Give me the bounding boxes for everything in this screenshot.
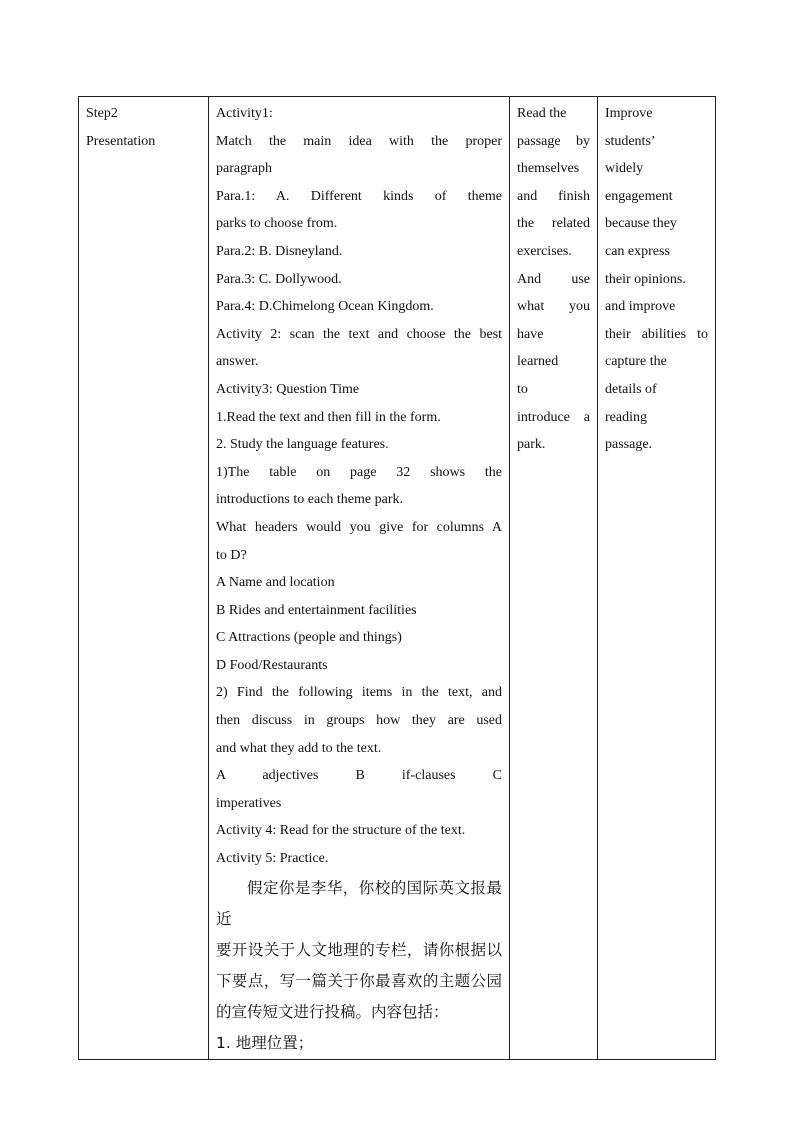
activity-line: A Name and location [216,575,335,591]
activity-line: Match the main idea with the proper [216,133,502,149]
activity-line: Para.2: B. Disneyland. [216,243,343,259]
activity-line: B Rides and entertainment facilities [216,602,417,618]
chinese-line: 要开设关于人文地理的专栏，请你根据以 [216,940,502,959]
teacher-activity-cell [209,97,510,1060]
purpose-line: students’ [605,133,656,149]
activity-line: paragraph [216,161,272,177]
step-label: Step2 [86,106,118,121]
chinese-line: 1. 地理位置； [216,1033,314,1052]
student-activity-line: park. [517,437,546,453]
student-activity-line: and finish [517,188,590,204]
purpose-list [605,100,708,459]
activity-line: 2. Study the language features. [216,437,389,453]
student-activity-line: passage by [517,133,590,149]
activity-line: 2) Find the following items in the text, and [216,685,502,701]
activity-line: and what they add to the text. [216,740,382,756]
purpose-line: passage. [605,437,653,453]
student-activity-line: have [517,326,544,342]
activity-line: A adjectives B if-clauses C [216,768,502,784]
purpose-cell [598,97,716,1060]
purpose-line: their abilities to [605,326,708,342]
activity-line: D Food/Restaurants [216,657,328,673]
activity-line: Para.3: C. Dollywood. [216,271,342,287]
table-row [79,97,716,1060]
activity-line: Activity 2: scan the text and choose the best [216,326,502,342]
student-activity-line: And use [517,271,590,287]
purpose-line: because they [605,216,677,232]
purpose-line: widely [605,161,644,177]
activity-line: Para.1: A. Different kinds of theme [216,188,502,204]
student-activity-line: the related [517,216,590,232]
chinese-line: 假定你是李华，你校的国际英文报最近 [216,878,502,928]
student-activity-line: themselves [517,161,580,177]
activity-line: What headers would you give for columns A [216,519,502,535]
student-activity-cell [510,97,598,1060]
activity-line: 1.Read the text and then fill in the form. [216,409,441,425]
activity-line: introductions to each theme park. [216,492,403,508]
activity-line: then discuss in groups how they are used [216,713,502,729]
purpose-line: capture the [605,354,667,370]
student-activity-line: exercises. [517,243,572,259]
student-activity-line: learned [517,354,559,370]
purpose-line: Improve [605,106,653,121]
chinese-task-text [216,873,502,1059]
step-cell [79,97,209,1060]
activity-line: Activity 5: Practice. [216,851,329,867]
chinese-line: 下要点，写一篇关于你最喜欢的主题公园 [216,971,502,990]
purpose-line: their opinions. [605,271,686,287]
student-activity-line: to [517,381,528,397]
purpose-line: details of [605,381,657,397]
step-title: Presentation [86,133,156,149]
activity-line: Activity3: Question Time [216,381,360,397]
activity-line: C Attractions (people and things) [216,630,402,646]
student-activity-line: introduce a [517,409,590,425]
purpose-line: engagement [605,188,673,204]
activities-list [216,100,502,873]
activity-line: parks to choose from. [216,216,338,232]
activity-line: to D? [216,547,247,563]
purpose-line: reading [605,409,647,425]
student-activity-list [517,100,590,459]
activity-line: Para.4: D.Chimelong Ocean Kingdom. [216,299,434,315]
activity-line: 1)The table on page 32 shows the [216,464,502,480]
purpose-line: and improve [605,299,676,315]
student-activity-line: what you [517,299,590,315]
activity-line: imperatives [216,795,282,811]
student-activity-line: Read the [517,106,567,121]
activity-line: Activity1: [216,106,273,121]
purpose-line: can express [605,243,670,259]
activity-line: answer. [216,354,259,370]
lesson-plan-table [78,96,716,1060]
chinese-line: 的宣传短文进行投稿。内容包括： [216,1002,449,1021]
activity-line: Activity 4: Read for the structure of the text. [216,823,466,839]
